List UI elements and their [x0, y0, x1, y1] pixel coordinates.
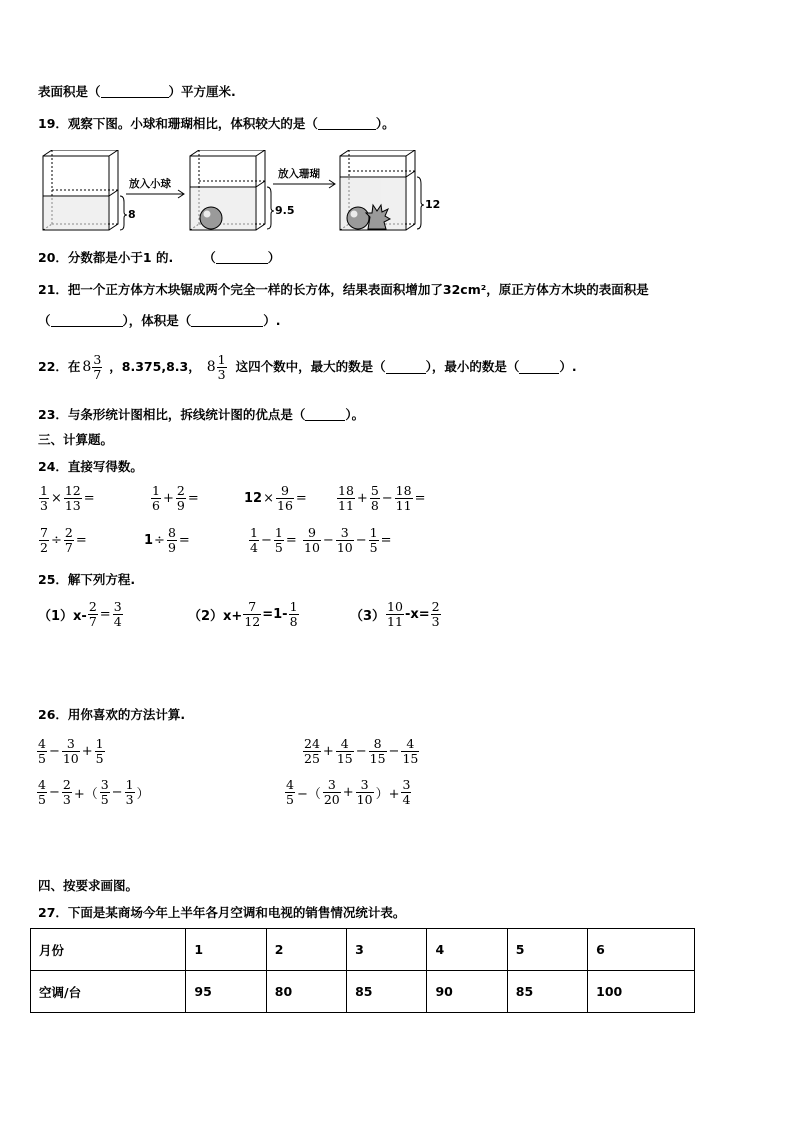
q21-end: ）.	[263, 313, 281, 328]
q19-figure	[40, 150, 440, 236]
q25-title: 25．解下列方程.	[38, 572, 136, 587]
q24-expr-4: $\frac{18}{11}$ + $\frac{5}{8}$ − $\frac{18}{11}$ =	[338, 483, 426, 513]
q22-line	[38, 348, 577, 386]
q22-post3: ）.	[559, 359, 577, 374]
q19-arrow1-label: 放入小球	[129, 178, 171, 190]
q21-mid: ），体积是（	[122, 313, 192, 328]
q26-expr-1: $\frac{4}{5}$ − $\frac{3}{10}$ + $\frac{1}{5}$	[38, 736, 104, 766]
q22-post: 这四个数中，最大的数是（	[235, 359, 386, 374]
table-cell: 6	[588, 929, 695, 971]
q22-mixed2-frac: $\frac{1}{3}$	[217, 351, 226, 382]
q23-line	[38, 407, 364, 423]
table-cell: 100	[588, 971, 695, 1013]
q20-line	[38, 250, 280, 266]
q24-expr-7: $\frac{1}{4}$ − $\frac{1}{5}$ =	[250, 525, 297, 555]
table-cell: 4	[427, 929, 507, 971]
q26-expr-3: $\frac{4}{5}$ − $\frac{2}{3}$ +（ $\frac{3}{5}$ − $\frac{1}{3}$ ）	[38, 777, 150, 807]
q21-open: （	[38, 313, 51, 328]
q19-line	[38, 116, 395, 132]
table-cell: 2	[266, 929, 346, 971]
q25-equation-1: （1）x- $\frac{2}{7}$ = $\frac{3}{4}$	[38, 599, 122, 629]
table-row	[31, 929, 695, 971]
table-cell: 85	[347, 971, 427, 1013]
q21-line1: 21．把一个正方体方木块锯成两个完全一样的长方体，结果表面积增加了32cm²，原正方体方木块的表面积是	[38, 282, 649, 297]
q21-area-blank[interactable]	[51, 314, 123, 327]
q26-title: 26．用你喜欢的方法计算.	[38, 707, 186, 722]
q18-tail: ）平方厘米.	[168, 84, 236, 99]
q25-equation-2: （2）x+ $\frac{7}{12}$ =1- $\frac{1}{8}$	[188, 599, 298, 629]
q22-max-blank[interactable]	[386, 361, 426, 374]
table-cell: 3	[347, 929, 427, 971]
q24-title: 24．直接写得数。	[38, 459, 143, 474]
q19-tail: ）。	[375, 116, 395, 131]
q19-height3: 12	[425, 198, 440, 211]
q19-blank[interactable]	[318, 117, 376, 130]
table-cell: 80	[266, 971, 346, 1013]
q24-expr-8: $\frac{9}{10}$ − $\frac{3}{10}$ − $\frac{1}{5}$ =	[304, 525, 392, 555]
q24-expr-6: 1 ÷ $\frac{8}{9}$ =	[144, 525, 190, 555]
q20-close: ）	[267, 250, 281, 265]
q19-height2: 9.5	[275, 204, 295, 217]
section-3-heading: 三、计算题。	[38, 432, 114, 447]
q20-open: （	[203, 250, 216, 265]
q21-line2	[38, 313, 281, 329]
q24-expr-5: $\frac{7}{2}$ ÷ $\frac{2}{7}$ =	[40, 525, 87, 555]
q22-mixed1-whole: 8	[82, 359, 92, 375]
q22-mid: ，8.375,8.3，	[109, 359, 201, 374]
section-4-heading: 四、按要求画图。	[38, 878, 139, 893]
q18-text: 表面积是（	[38, 84, 101, 99]
sales-table	[30, 928, 695, 1013]
q27-title: 27．下面是某商场今年上半年各月空调和电视的销售情况统计表。	[38, 905, 406, 920]
q22-pre: 22．在	[38, 359, 81, 374]
q23-text: 23．与条形统计图相比，拆线统计图的优点是（	[38, 407, 306, 422]
q24-expr-2: $\frac{1}{6}$ + $\frac{2}{9}$ =	[152, 483, 199, 513]
q26-expr-4: $\frac{4}{5}$ −（ $\frac{3}{20}$ + $\frac{3}{10}$ ）+ $\frac{3}{4}$	[286, 777, 411, 807]
table-cell: 空调/台	[31, 971, 186, 1013]
table-cell: 5	[507, 929, 587, 971]
q21-volume-blank[interactable]	[191, 314, 263, 327]
table-cell: 月份	[31, 929, 186, 971]
q19-arrow2-label: 放入珊瑚	[278, 168, 320, 180]
q20-blank[interactable]	[216, 251, 268, 264]
table-row	[31, 971, 695, 1013]
q20-text: 20．分数都是小于1 的.	[38, 250, 174, 265]
table-cell: 95	[186, 971, 266, 1013]
table-cell: 90	[427, 971, 507, 1013]
q24-expr-3: 12 × $\frac{9}{16}$ =	[244, 483, 307, 513]
q24-expr-1: $\frac{1}{3}$ × $\frac{12}{13}$ =	[40, 483, 95, 513]
q25-equation-3: （3） $\frac{10}{11}$ -x= $\frac{2}{3}$	[350, 599, 440, 629]
q23-tail: ）。	[345, 407, 365, 422]
q22-post2: ），最小的数是（	[425, 359, 520, 374]
table-cell: 85	[507, 971, 587, 1013]
q19-text: 19．观察下图。小球和珊瑚相比，体积较大的是（	[38, 116, 318, 131]
table-cell: 1	[186, 929, 266, 971]
q22-mixed1-frac: $\frac{3}{7}$	[93, 351, 102, 382]
q22-min-blank[interactable]	[519, 361, 559, 374]
q18-line	[38, 84, 236, 100]
q18-blank[interactable]	[101, 85, 169, 98]
q23-blank[interactable]	[305, 408, 345, 421]
q22-mixed2-whole: 8	[206, 359, 216, 375]
q19-height1: 8	[128, 208, 136, 221]
q26-expr-2: $\frac{24}{25}$ + $\frac{4}{15}$ − $\frac{8}{15}$ − $\frac{4}{15}$	[304, 736, 419, 766]
